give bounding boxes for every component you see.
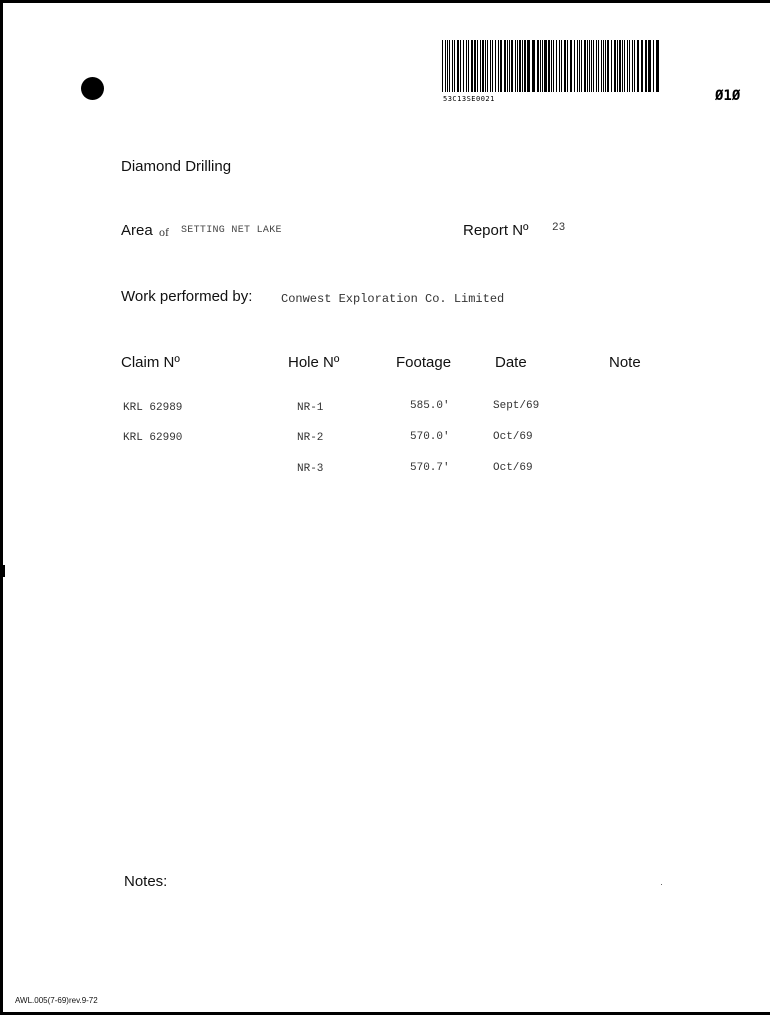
barcode-bar bbox=[524, 40, 526, 92]
barcode-bar bbox=[454, 40, 455, 92]
barcode-bar bbox=[629, 40, 630, 92]
barcode-bar bbox=[607, 40, 609, 92]
barcode-bar bbox=[485, 40, 486, 92]
barcode-bar bbox=[584, 40, 586, 92]
barcode-bar bbox=[579, 40, 580, 92]
barcode-bar bbox=[589, 40, 590, 92]
row-date: Sept/69 bbox=[493, 400, 540, 412]
barcode-number: 53C13SE0021 bbox=[443, 95, 495, 103]
barcode-bar bbox=[648, 40, 651, 92]
scan-mark bbox=[0, 565, 5, 577]
barcode-bar bbox=[641, 40, 643, 92]
row-hole: NR-3 bbox=[297, 463, 324, 475]
barcode-bar bbox=[570, 40, 572, 92]
barcode-bar bbox=[527, 40, 530, 92]
barcode-bar bbox=[532, 40, 535, 92]
barcode-bar bbox=[567, 40, 568, 92]
barcode-bar bbox=[611, 40, 612, 92]
barcode-bar bbox=[447, 40, 448, 92]
barcode-bar bbox=[507, 40, 508, 92]
barcode-bar bbox=[492, 40, 493, 92]
barcode-bar bbox=[593, 40, 594, 92]
barcode-bar bbox=[598, 40, 599, 92]
barcode-bar bbox=[559, 40, 560, 92]
area-of-label: of bbox=[159, 225, 169, 239]
row-claim: KRL 62990 bbox=[123, 432, 183, 444]
row-date: Oct/69 bbox=[493, 462, 533, 474]
barcode-bar bbox=[627, 40, 628, 92]
barcode-bar bbox=[645, 40, 647, 92]
column-header-claim: Claim Nº bbox=[121, 354, 180, 371]
form-title: Diamond Drilling bbox=[121, 158, 232, 175]
barcode-bar bbox=[596, 40, 597, 92]
barcode-bar bbox=[632, 40, 633, 92]
work-performed-value: Conwest Exploration Co. Limited bbox=[281, 292, 505, 306]
barcode-bar bbox=[452, 40, 453, 92]
column-header-hole: Hole Nº bbox=[288, 354, 340, 371]
column-header-footage: Footage bbox=[396, 354, 452, 371]
scan-border-top bbox=[0, 0, 770, 3]
barcode-bar bbox=[463, 40, 464, 92]
barcode-bar bbox=[601, 40, 602, 92]
barcode-bar bbox=[519, 40, 521, 92]
report-label: Report Nº bbox=[463, 222, 529, 239]
barcode-bar bbox=[480, 40, 481, 92]
area-value: SETTING NET LAKE bbox=[181, 225, 282, 236]
barcode-bar bbox=[553, 40, 554, 92]
barcode-bar bbox=[634, 40, 635, 92]
barcode-bar bbox=[624, 40, 625, 92]
barcode-bar bbox=[577, 40, 578, 92]
barcode-bar bbox=[548, 40, 550, 92]
barcode-bar bbox=[468, 40, 469, 92]
barcode-bar bbox=[445, 40, 446, 92]
barcode-bar bbox=[656, 40, 659, 92]
barcode-bar bbox=[591, 40, 592, 92]
barcode-bar bbox=[619, 40, 621, 92]
barcode-bar bbox=[605, 40, 606, 92]
barcode-bar bbox=[457, 40, 459, 92]
row-footage: 585.0' bbox=[410, 400, 450, 412]
scan-speck bbox=[661, 884, 662, 885]
notes-label: Notes: bbox=[124, 873, 168, 890]
punch-hole bbox=[81, 77, 104, 100]
barcode-bar bbox=[511, 40, 513, 92]
row-footage: 570.0' bbox=[410, 431, 450, 443]
barcode bbox=[441, 40, 660, 92]
work-performed-label: Work performed by: bbox=[121, 288, 253, 305]
barcode-bar bbox=[487, 40, 488, 92]
barcode-bar bbox=[537, 40, 539, 92]
scan-border-left bbox=[0, 0, 3, 1024]
barcode-bar bbox=[522, 40, 523, 92]
barcode-bar bbox=[509, 40, 510, 92]
barcode-bar bbox=[622, 40, 623, 92]
row-footage: 570.7' bbox=[410, 462, 450, 474]
barcode-bar bbox=[498, 40, 499, 92]
barcode-bar bbox=[477, 40, 478, 92]
barcode-bar bbox=[614, 40, 616, 92]
barcode-bar bbox=[540, 40, 541, 92]
barcode-bar bbox=[504, 40, 506, 92]
page-code: Ø1Ø bbox=[715, 88, 741, 104]
barcode-bar bbox=[574, 40, 575, 92]
barcode-bar bbox=[490, 40, 491, 92]
barcode-bar bbox=[544, 40, 547, 92]
barcode-bar bbox=[653, 40, 654, 92]
row-hole: NR-2 bbox=[297, 432, 324, 444]
area-label: Area bbox=[121, 222, 153, 239]
row-date: Oct/69 bbox=[493, 431, 533, 443]
column-header-note: Note bbox=[609, 354, 641, 371]
barcode-bar bbox=[587, 40, 588, 92]
form-number: AWL.005(7-69)rev.9-72 bbox=[15, 996, 98, 1005]
report-number: 23 bbox=[552, 222, 566, 234]
barcode-bar bbox=[442, 40, 443, 92]
barcode-bar bbox=[564, 40, 566, 92]
barcode-bar bbox=[495, 40, 496, 92]
barcode-bar bbox=[471, 40, 473, 92]
barcode-bar bbox=[517, 40, 518, 92]
row-claim: KRL 62989 bbox=[123, 402, 183, 414]
barcode-bar bbox=[474, 40, 476, 92]
barcode-bar bbox=[449, 40, 450, 92]
barcode-bar bbox=[581, 40, 582, 92]
barcode-bar bbox=[561, 40, 562, 92]
barcode-bar bbox=[556, 40, 557, 92]
barcode-bar bbox=[482, 40, 484, 92]
barcode-bar bbox=[500, 40, 502, 92]
barcode-bar bbox=[466, 40, 467, 92]
scan-margin-bottom bbox=[0, 1015, 770, 1024]
barcode-bar bbox=[542, 40, 543, 92]
column-header-date: Date bbox=[495, 354, 527, 371]
barcode-bar bbox=[617, 40, 618, 92]
barcode-bar bbox=[603, 40, 604, 92]
row-hole: NR-1 bbox=[297, 402, 324, 414]
barcode-bar bbox=[551, 40, 552, 92]
barcode-bar bbox=[637, 40, 639, 92]
barcode-bar bbox=[460, 40, 461, 92]
barcode-bar bbox=[515, 40, 516, 92]
